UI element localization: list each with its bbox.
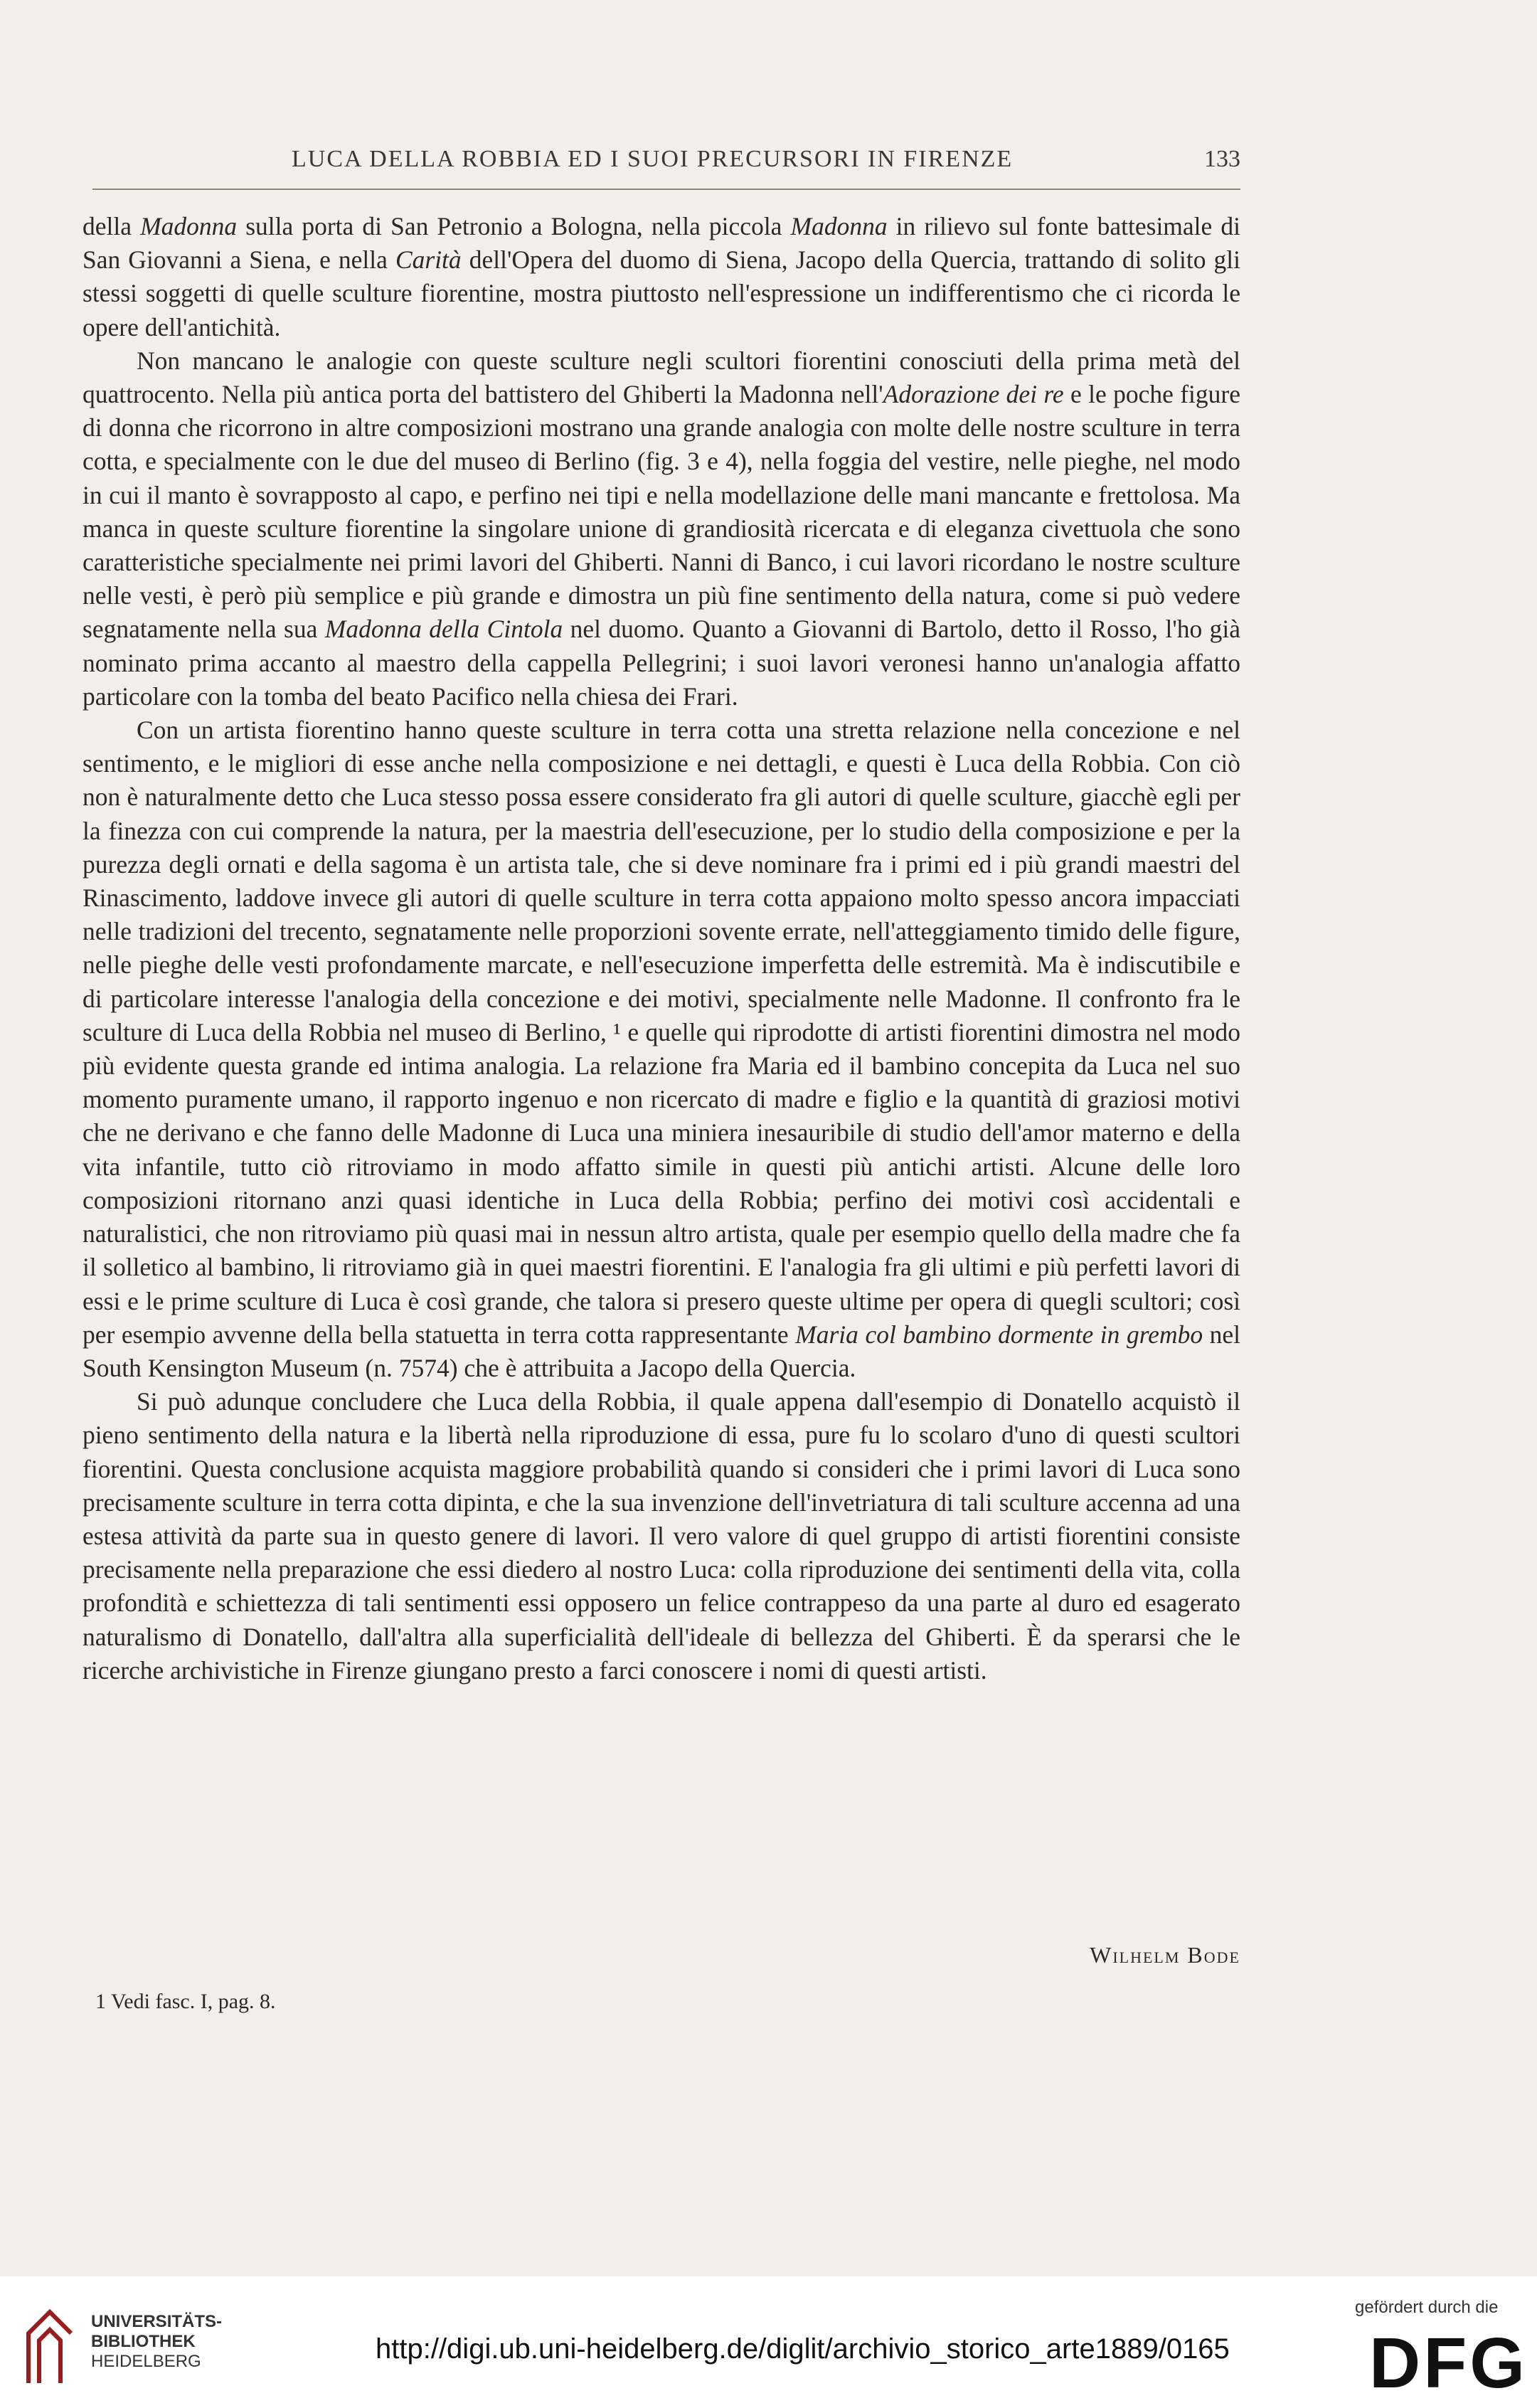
text-run: in rilievo sul fonte battesimale di San Giovanni a Siena, e nella [83, 212, 1240, 275]
running-title: LUCA DELLA ROBBIA ED I SUOI PRECURSORI IN FIRENZE [292, 146, 1014, 172]
library-logo-icon [21, 2305, 78, 2390]
dfg-logo: DFG [1369, 2323, 1528, 2403]
footnote: 1 Vedi fasc. I, pag. 8. [95, 1990, 276, 2013]
paragraph [83, 714, 1240, 1385]
text-run: nel South Kensington Museum (n. 7574) che è attribuita a Jacopo della Quercia. [83, 1320, 1241, 1382]
text-run: nel duomo. Quanto a Giovanni di Bartolo, detto il Rosso, l'ho già nominato prima accanto al maestro della cappella Pellegrini; i suoi lavori veronesi hanno un'analogia affatto particolare con la tomba del beato Pacifico nella chiesa dei Frari. [83, 615, 1241, 711]
italic-title: Madonna [790, 212, 888, 240]
running-head [92, 146, 1240, 190]
library-name [91, 2312, 222, 2372]
text-run: della [83, 212, 141, 240]
article-body [83, 210, 1240, 1687]
text-run: sulla porta di San Petronio a Bologna, nella piccola [237, 212, 791, 240]
permalink-url[interactable]: http://digi.ub.uni-heidelberg.de/diglit/archivio_storico_arte1889/0165 [376, 2333, 1230, 2365]
paragraph [83, 210, 1240, 344]
digitization-footer [0, 2276, 1537, 2408]
italic-title: Maria col bambino dormente in grembo [795, 1320, 1203, 1349]
text-run: Con un artista fiorentino hanno queste sculture in terra cotta una stretta relazione nella concezione e nel sentimento, e le migliori di esse anche nella composizione e nei dettagli, e questi è Luca della Robbia. Con ciò non è naturalmente detto che Luca stesso possa essere considerato fra gli autori di quelle sculture, giacchè egli per la finezza con cui comprende la natura, per la maestria dell'esecuzione, per lo studio della composizione e per la purezza degli ornati e della sagoma è un artista tale, che si deve nominare fra i primi ed i più grandi maestri del Rinascimento, laddove invece gli autori di quelle sculture in terra cotta appaiono molto spesso ancora impacciati nelle tradizioni del trecento, segnatamente nelle proporzioni sovente errate, nell'atteggiamento timido delle figure, nelle pieghe delle vesti profondamente marcate, e nell'esecuzione imperfetta delle estremità. Ma è indiscutibile e di particolare interesse l'analogia della concezione e dei motivi, specialmente nelle Madonne. Il confronto fra le sculture di Luca della Robbia nel museo di Berlino, ¹ e quelle qui riprodotte di artisti fiorentini dimostra nel modo più evidente questa grande ed intima analogia. La relazione fra Maria ed il bambino concepita da Luca nel suo momento puramente umano, il rapporto ingenuo e non ricercato di madre e figlio e la quantità di graziosi motivi che ne derivano e che fanno delle Madonne di Luca una miniera inesauribile di studio dell'amor materno e della vita infantile, tutto ciò ritroviamo in modo affatto simile in questi più antichi artisti. Alcune delle loro composizioni ritornano anzi quasi identiche in Luca della Robbia; perfino dei motivi così accidentali e naturalistici, che non ritroviamo più quasi mai in nessun altro artista, quale per esempio quello della madre che fa il solletico al bambino, li ritroviamo già in quei maestri fiorentini. E l'analogia fra gli ultimi e più perfetti lavori di essi e le prime sculture di Luca è così grande, che talora si presero queste ultime per opera di quegli scultori; così per esempio avvenne della bella statuetta in terra cotta rappresentante [83, 716, 1240, 1349]
text-run: dell'Opera del duomo di Siena, Jacopo della Quercia, trattando di solito gli stessi soggetti di quelle sculture fiorentine, mostra piuttosto nell'espressione un indifferentismo che ci ricorda le opere dell'antichità. [83, 245, 1240, 341]
library-name-line: HEIDELBERG [91, 2352, 201, 2371]
text-run: Si può adunque concludere che Luca della Robbia, il quale appena dall'esempio di Donatello acquistò il pieno sentimento della natura e la libertà nella riproduzione di essa, pure fu lo scolaro d'uno di questi scultori fiorentini. Questa conclusione acquista maggiore probabilità quando si consideri che i primi lavori di Luca sono precisamente sculture in terra cotta dipinta, e che la sua invenzione dell'invetriatura di tali sculture accenna ad una estesa attività da parte sua in questo genere di lavori. Il vero valore di quel gruppo di artisti fiorentini consiste precisamente nella preparazione che essi diedero al nostro Luca: colla riproduzione dei sentimenti della vita, colla profondità e schiettezza di tali sentimenti essi opposero un felice contrappeso da una parte al duro ed esagerato naturalismo di Donatello, dall'altra alla superficialità dell'ideale di bellezza del Ghiberti. È da sperarsi che le ricerche archivistiche in Firenze giungano presto a farci conoscere i nomi di questi artisti. [83, 1387, 1240, 1685]
paragraph [83, 344, 1240, 714]
library-name-line: BIBLIOTHEK [91, 2332, 196, 2351]
text-run: e le poche figure di donna che ricorrono in altre composizioni mostrano una grande analogia con molte delle nostre sculture in terra cotta, e specialmente con le due del museo di Berlino (fig. 3 e 4), nella foggia del vestire, nelle pieghe, nel modo in cui il manto è sovrapposto al capo, e perfino nei tipi e nella modellazione delle mani mancante e frettolosa. Ma manca in queste sculture fiorentine la singolare unione di grandiosità ricercata e di eleganza civettuola che sono caratteristiche specialmente nei primi lavori del Ghiberti. Nanni di Banco, i cui lavori ricordano le nostre sculture nelle vesti, è però più semplice e più grande e dimostra un più fine sentimento della natura, come si può vedere segnatamente nella sua [83, 380, 1241, 644]
italic-title: Madonna [140, 212, 238, 240]
italic-title: Carità [395, 245, 462, 275]
italic-title: Madonna della Cintola [324, 615, 563, 644]
text-run: Non mancano le analogie con queste sculture negli scultori fiorentini conosciuti della prima metà del quattrocento. Nella più antica porta del battistero del Ghiberti la Madonna nell' [83, 346, 1240, 409]
paragraph [83, 1385, 1240, 1687]
library-name-line: UNIVERSITÄTS- [91, 2312, 223, 2331]
page-number: 133 [1204, 146, 1240, 172]
italic-title: Adorazione dei re [883, 380, 1064, 409]
funder-note: gefördert durch die [1355, 2298, 1499, 2317]
author-signature: Wilhelm Bode [1090, 1942, 1240, 1968]
